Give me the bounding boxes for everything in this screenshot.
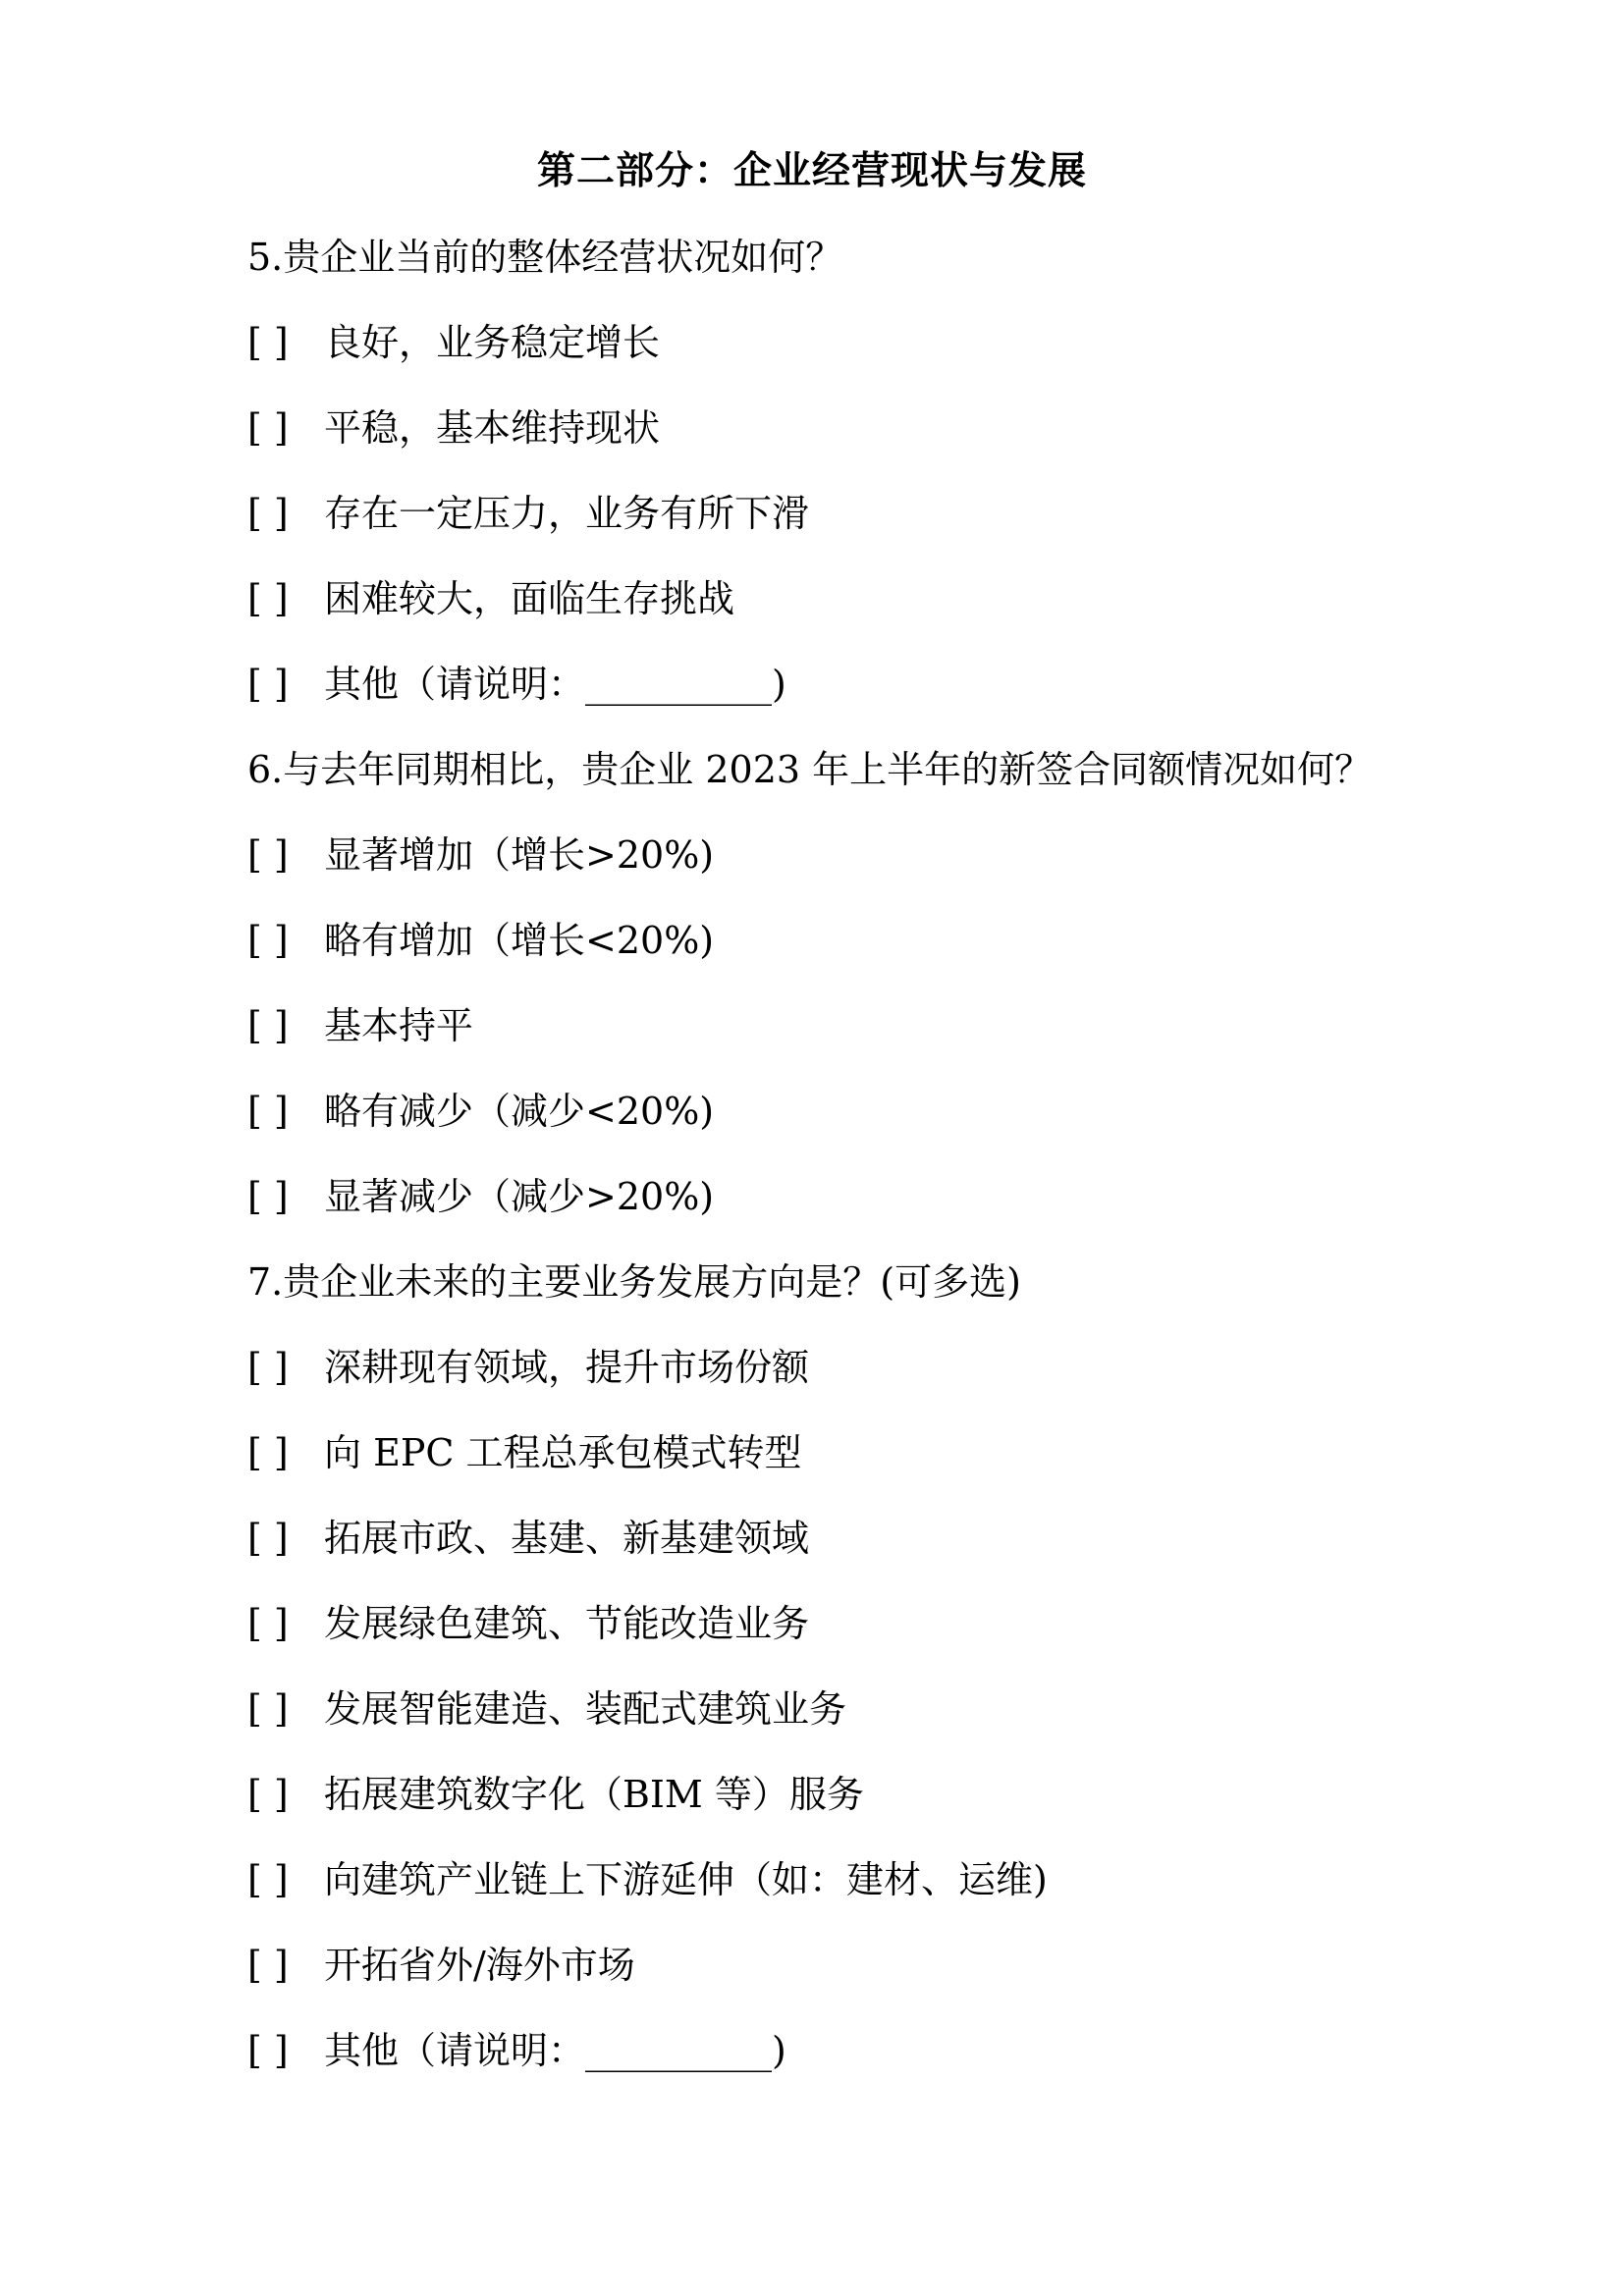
- option-label: 开拓省外/海外市场: [324, 1944, 635, 1987]
- checkbox[interactable]: [ ]: [247, 2029, 289, 2072]
- option-q7-5[interactable]: [247, 1682, 846, 1736]
- option-q7-1[interactable]: [247, 1340, 809, 1395]
- checkbox[interactable]: [ ]: [247, 1602, 289, 1645]
- option-label: 略有增加（增长<20%): [324, 919, 715, 962]
- question-6: 6.与去年同期相比，贵企业 2023 年上半年的新签合同额情况如何？: [247, 748, 1373, 791]
- checkbox[interactable]: [ ]: [247, 1517, 289, 1560]
- checkbox[interactable]: [ ]: [247, 1004, 289, 1047]
- checkbox[interactable]: [ ]: [247, 1175, 289, 1218]
- checkbox[interactable]: [ ]: [247, 321, 289, 364]
- option-q5-5[interactable]: [247, 657, 786, 712]
- checkbox[interactable]: [ ]: [247, 1773, 289, 1816]
- option-q6-4[interactable]: [247, 1084, 714, 1139]
- option-label: 平稳，基本维持现状: [324, 406, 661, 450]
- option-q5-4[interactable]: [247, 571, 734, 626]
- option-q7-9[interactable]: [247, 2023, 786, 2078]
- checkbox[interactable]: [ ]: [247, 406, 289, 450]
- option-label: 拓展市政、基建、新基建领域: [324, 1517, 810, 1560]
- checkbox[interactable]: [ ]: [247, 1858, 289, 1901]
- question-7: 7.贵企业未来的主要业务发展方向是？(可多选): [247, 1260, 1021, 1304]
- option-label: 显著减少（减少>20%): [324, 1175, 715, 1218]
- option-label: 良好，业务稳定增长: [324, 321, 661, 364]
- option-label: 深耕现有领域，提升市场份额: [324, 1346, 810, 1389]
- option-label: 基本持平: [324, 1004, 474, 1047]
- option-q7-4[interactable]: [247, 1596, 809, 1651]
- checkbox[interactable]: [ ]: [247, 663, 289, 706]
- checkbox[interactable]: [ ]: [247, 919, 289, 962]
- option-label: 发展绿色建筑、节能改造业务: [324, 1602, 810, 1645]
- option-q7-6[interactable]: [247, 1767, 864, 1822]
- option-label: 其他（请说明：__________): [324, 663, 786, 706]
- checkbox[interactable]: [ ]: [247, 1431, 289, 1474]
- option-q7-2[interactable]: [247, 1425, 802, 1480]
- checkbox[interactable]: [ ]: [247, 833, 289, 877]
- option-q5-3[interactable]: [247, 486, 809, 541]
- checkbox[interactable]: [ ]: [247, 492, 289, 535]
- checkbox[interactable]: [ ]: [247, 1090, 289, 1133]
- checkbox[interactable]: [ ]: [247, 1944, 289, 1987]
- option-label: 向 EPC 工程总承包模式转型: [324, 1431, 802, 1474]
- option-q5-1[interactable]: [247, 315, 660, 370]
- option-label: 略有减少（减少<20%): [324, 1090, 715, 1133]
- checkbox[interactable]: [ ]: [247, 577, 289, 620]
- option-q6-2[interactable]: [247, 913, 714, 968]
- option-label: 困难较大，面临生存挑战: [324, 577, 735, 620]
- option-label: 显著增加（增长>20%): [324, 833, 715, 877]
- checkbox[interactable]: [ ]: [247, 1687, 289, 1731]
- option-q6-3[interactable]: [247, 998, 473, 1053]
- checkbox[interactable]: [ ]: [247, 1346, 289, 1389]
- option-q7-3[interactable]: [247, 1511, 809, 1566]
- option-q7-8[interactable]: [247, 1938, 635, 1993]
- option-q6-5[interactable]: [247, 1169, 714, 1224]
- option-q7-7[interactable]: [247, 1852, 1048, 1907]
- option-q5-2[interactable]: [247, 400, 660, 455]
- option-label: 拓展建筑数字化（BIM 等）服务: [324, 1773, 864, 1816]
- option-label: 其他（请说明：__________): [324, 2029, 786, 2072]
- option-q6-1[interactable]: [247, 828, 714, 882]
- option-label: 向建筑产业链上下游延伸（如：建材、运维): [324, 1858, 1048, 1901]
- option-label: 发展智能建造、装配式建筑业务: [324, 1687, 847, 1731]
- question-5: 5.贵企业当前的整体经营状况如何？: [247, 236, 843, 279]
- section-title: 第二部分：企业经营现状与发展: [536, 148, 1087, 193]
- option-label: 存在一定压力，业务有所下滑: [324, 492, 810, 535]
